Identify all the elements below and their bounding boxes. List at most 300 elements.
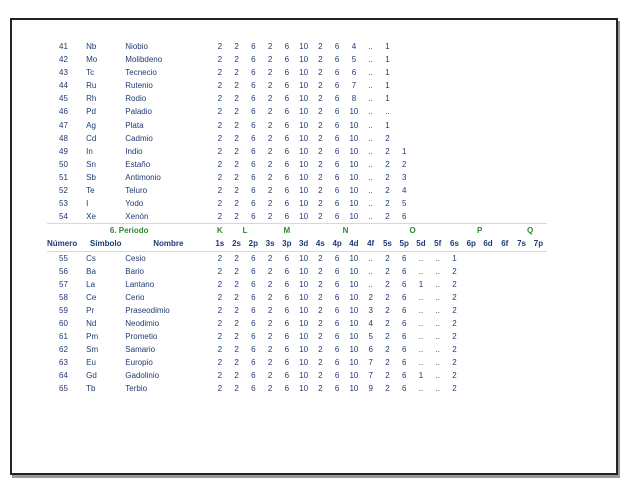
orbital-count: 2 bbox=[267, 81, 273, 91]
orbital-count: 6 bbox=[334, 68, 340, 78]
orbital-empty bbox=[513, 343, 530, 356]
orbital-count: 1 bbox=[401, 146, 407, 156]
orbital-count: 6 bbox=[334, 332, 340, 342]
orbital-count: .. bbox=[435, 266, 440, 276]
orbital-count: .. bbox=[368, 212, 373, 222]
orbital-empty bbox=[530, 343, 547, 356]
orbital-count: 10 bbox=[349, 120, 359, 130]
orbital-count: 2 bbox=[234, 133, 239, 143]
orbital-count: 2 bbox=[217, 42, 223, 51]
orbital-empty bbox=[513, 369, 530, 382]
orbital-count: 2 bbox=[267, 305, 273, 315]
orbital-empty bbox=[429, 79, 446, 92]
orbital-count: 6 bbox=[334, 55, 340, 65]
element-number: 62 bbox=[59, 345, 68, 355]
orbital-count: 2 bbox=[318, 146, 323, 156]
orbital-empty bbox=[480, 278, 497, 291]
orbital-count: 6 bbox=[284, 146, 290, 156]
orbital-count: .. bbox=[418, 345, 424, 355]
orbital-count: 2 bbox=[318, 172, 323, 182]
orbital-count: 6 bbox=[251, 172, 256, 182]
orbital-count: 6 bbox=[284, 332, 290, 342]
orbital-empty bbox=[496, 119, 513, 132]
orbital-count: 2 bbox=[217, 345, 223, 355]
orbital-empty bbox=[496, 105, 513, 118]
element-symbol: Sb bbox=[86, 172, 96, 182]
orbital-empty bbox=[413, 132, 430, 145]
orbital-count: 2 bbox=[217, 159, 223, 169]
orbital-count: .. bbox=[418, 358, 424, 368]
orbital-count: 10 bbox=[299, 146, 309, 156]
orbital-empty bbox=[413, 40, 430, 53]
orbital-empty bbox=[463, 119, 480, 132]
orbital-empty bbox=[530, 105, 547, 118]
orbital-count: 6 bbox=[368, 345, 373, 355]
orbital-count: 10 bbox=[349, 133, 359, 143]
orbital-count: 2 bbox=[385, 266, 390, 276]
orbital-empty bbox=[513, 171, 530, 184]
orbital-count: 2 bbox=[267, 318, 273, 328]
orbital-empty bbox=[513, 145, 530, 158]
orbital-count: 2 bbox=[267, 279, 273, 289]
orbital-empty bbox=[446, 92, 463, 105]
orbital-empty bbox=[480, 291, 497, 304]
orbital-empty bbox=[513, 40, 530, 53]
element-name: Neodimio bbox=[125, 318, 160, 328]
orbital-count: 2 bbox=[452, 358, 457, 368]
orbital-count: 1 bbox=[385, 81, 390, 91]
orbital-empty bbox=[513, 197, 530, 210]
orbital-count: 2 bbox=[234, 146, 239, 156]
orbital-count: 2 bbox=[318, 358, 323, 368]
orbital-count: 6 bbox=[251, 305, 256, 315]
orbital-empty bbox=[480, 382, 497, 395]
orbital-empty bbox=[413, 105, 430, 118]
orbital-empty bbox=[480, 330, 497, 343]
element-number: 48 bbox=[59, 133, 68, 143]
orbital-count: 2 bbox=[385, 172, 390, 182]
orbital-count: 6 bbox=[251, 186, 256, 196]
orbital-count: 6 bbox=[284, 120, 290, 130]
orbital-count: 2 bbox=[234, 159, 239, 169]
orbital-empty bbox=[446, 197, 463, 210]
element-name: Praseodimio bbox=[125, 305, 170, 315]
electron-configuration-table bbox=[47, 40, 547, 396]
shell-o: O bbox=[379, 224, 446, 238]
orbital-count: 2 bbox=[452, 305, 457, 315]
orbital-count: .. bbox=[368, 120, 373, 130]
element-name: Xenón bbox=[125, 212, 149, 222]
orbital-empty bbox=[480, 184, 497, 197]
orbital-empty bbox=[396, 40, 413, 53]
orbital-count: 10 bbox=[299, 358, 309, 368]
element-number: 50 bbox=[59, 159, 68, 169]
element-symbol: Xe bbox=[86, 212, 96, 222]
element-symbol: Sm bbox=[86, 345, 99, 355]
orbital-count: 10 bbox=[299, 266, 309, 276]
orbital-count: .. bbox=[435, 279, 440, 289]
element-name: Terbio bbox=[125, 384, 148, 394]
column-header: 4p bbox=[329, 237, 346, 251]
element-name: Cadmio bbox=[125, 133, 153, 143]
orbital-count: 7 bbox=[351, 81, 357, 91]
orbital-count: 4 bbox=[351, 42, 357, 51]
orbital-empty bbox=[496, 317, 513, 330]
table-row bbox=[47, 291, 547, 304]
orbital-count: 2 bbox=[452, 371, 457, 381]
orbital-empty bbox=[530, 92, 547, 105]
orbital-count: 10 bbox=[349, 253, 359, 263]
orbital-empty bbox=[480, 210, 497, 224]
orbital-count: 2 bbox=[217, 318, 223, 328]
orbital-count: 2 bbox=[267, 345, 273, 355]
column-header: 3d bbox=[295, 237, 312, 251]
orbital-count: 2 bbox=[267, 186, 273, 196]
orbital-count: 10 bbox=[349, 305, 359, 315]
orbital-count: 1 bbox=[385, 120, 390, 130]
table-row bbox=[47, 265, 547, 278]
orbital-count: .. bbox=[368, 68, 373, 78]
table-row bbox=[47, 278, 547, 291]
orbital-empty bbox=[513, 119, 530, 132]
table-row bbox=[47, 343, 547, 356]
orbital-empty bbox=[429, 105, 446, 118]
orbital-empty bbox=[446, 132, 463, 145]
table-row bbox=[47, 79, 547, 92]
orbital-count: 2 bbox=[267, 146, 273, 156]
orbital-count: .. bbox=[368, 186, 373, 196]
orbital-count: 6 bbox=[284, 159, 290, 169]
orbital-empty bbox=[480, 40, 497, 53]
column-header: 2p bbox=[245, 237, 262, 251]
column-header: 6f bbox=[496, 237, 513, 251]
orbital-count: 2 bbox=[318, 199, 323, 209]
orbital-count: 6 bbox=[401, 212, 407, 222]
column-header: 6p bbox=[463, 237, 480, 251]
orbital-empty bbox=[480, 304, 497, 317]
orbital-count: .. bbox=[435, 318, 440, 328]
orbital-count: 2 bbox=[217, 146, 223, 156]
orbital-count: .. bbox=[385, 107, 390, 117]
orbital-empty bbox=[463, 184, 480, 197]
orbital-count: 2 bbox=[217, 384, 223, 394]
orbital-empty bbox=[429, 171, 446, 184]
orbital-empty bbox=[396, 66, 413, 79]
orbital-empty bbox=[413, 92, 430, 105]
table-row bbox=[47, 92, 547, 105]
element-name: Indio bbox=[125, 146, 143, 156]
orbital-empty bbox=[530, 265, 547, 278]
orbital-count: 10 bbox=[299, 345, 309, 355]
orbital-empty bbox=[530, 119, 547, 132]
orbital-empty bbox=[446, 210, 463, 224]
orbital-empty bbox=[429, 184, 446, 197]
table-row bbox=[47, 210, 547, 224]
orbital-empty bbox=[429, 40, 446, 53]
orbital-count: 6 bbox=[251, 358, 256, 368]
orbital-empty bbox=[496, 265, 513, 278]
orbital-empty bbox=[530, 210, 547, 224]
orbital-count: 10 bbox=[299, 186, 309, 196]
orbital-empty bbox=[530, 356, 547, 369]
orbital-count: 10 bbox=[349, 107, 359, 117]
orbital-count: 2 bbox=[234, 266, 239, 276]
orbital-count: 2 bbox=[452, 292, 457, 302]
orbital-empty bbox=[463, 53, 480, 66]
element-name: Prometio bbox=[125, 332, 158, 342]
column-header: 3p bbox=[278, 237, 295, 251]
orbital-count: 2 bbox=[234, 186, 239, 196]
orbital-count: 2 bbox=[217, 371, 223, 381]
table-row bbox=[47, 40, 547, 53]
element-symbol: Nd bbox=[86, 318, 97, 328]
element-name: Antimonio bbox=[125, 172, 161, 182]
element-name: Rutenio bbox=[125, 81, 153, 91]
orbital-count: .. bbox=[368, 133, 373, 143]
orbital-count: 10 bbox=[299, 159, 309, 169]
orbital-count: 2 bbox=[217, 55, 223, 65]
element-symbol: La bbox=[86, 279, 96, 289]
orbital-count: 2 bbox=[385, 358, 390, 368]
element-symbol: In bbox=[86, 146, 93, 156]
orbital-count: 2 bbox=[217, 186, 223, 196]
orbital-count: 6 bbox=[284, 345, 290, 355]
orbital-count: 2 bbox=[452, 384, 457, 394]
orbital-count: 2 bbox=[452, 332, 457, 342]
orbital-count: 2 bbox=[234, 42, 239, 51]
orbital-empty bbox=[480, 369, 497, 382]
orbital-count: 5 bbox=[401, 199, 407, 209]
orbital-count: .. bbox=[368, 107, 373, 117]
orbital-count: .. bbox=[368, 42, 373, 51]
orbital-count: .. bbox=[368, 94, 373, 104]
orbital-count: 2 bbox=[234, 107, 239, 117]
orbital-count: 7 bbox=[368, 358, 373, 368]
orbital-count: 2 bbox=[385, 371, 390, 381]
orbital-empty bbox=[530, 304, 547, 317]
orbital-count: 1 bbox=[418, 371, 424, 381]
orbital-count: 10 bbox=[349, 292, 359, 302]
orbital-empty bbox=[463, 304, 480, 317]
orbital-count: 2 bbox=[267, 42, 273, 51]
orbital-count: 2 bbox=[217, 266, 223, 276]
orbital-count: 10 bbox=[299, 279, 309, 289]
table-row bbox=[47, 382, 547, 395]
orbital-count: 6 bbox=[251, 345, 256, 355]
orbital-count: 9 bbox=[368, 384, 373, 394]
orbital-empty bbox=[513, 382, 530, 395]
orbital-empty bbox=[480, 317, 497, 330]
orbital-empty bbox=[513, 330, 530, 343]
shell-q: Q bbox=[513, 224, 547, 238]
orbital-count: 2 bbox=[267, 199, 273, 209]
orbital-count: 4 bbox=[401, 186, 407, 196]
orbital-empty bbox=[496, 197, 513, 210]
orbital-count: 2 bbox=[234, 332, 239, 342]
orbital-empty bbox=[463, 40, 480, 53]
orbital-empty bbox=[446, 40, 463, 53]
element-name: Gadolinio bbox=[125, 371, 160, 381]
orbital-count: 2 bbox=[318, 279, 323, 289]
orbital-count: 2 bbox=[234, 345, 239, 355]
element-name: Paladio bbox=[125, 107, 152, 117]
orbital-count: 2 bbox=[385, 253, 390, 263]
orbital-empty bbox=[480, 132, 497, 145]
orbital-empty bbox=[463, 66, 480, 79]
orbital-count: 2 bbox=[385, 212, 390, 222]
orbital-count: .. bbox=[368, 199, 373, 209]
orbital-empty bbox=[496, 291, 513, 304]
column-header: 4f bbox=[362, 237, 379, 251]
orbital-count: .. bbox=[435, 345, 440, 355]
orbital-empty bbox=[496, 304, 513, 317]
orbital-empty bbox=[513, 92, 530, 105]
orbital-count: 2 bbox=[217, 305, 223, 315]
element-symbol: Eu bbox=[86, 358, 96, 368]
orbital-count: 5 bbox=[368, 332, 373, 342]
orbital-count: 6 bbox=[284, 94, 290, 104]
orbital-count: 6 bbox=[251, 159, 256, 169]
orbital-count: 2 bbox=[318, 42, 323, 51]
orbital-empty bbox=[446, 66, 463, 79]
orbital-count: 2 bbox=[318, 159, 323, 169]
orbital-empty bbox=[463, 105, 480, 118]
orbital-count: 2 bbox=[217, 279, 223, 289]
rows-period-5 bbox=[47, 40, 547, 224]
orbital-count: 2 bbox=[217, 94, 223, 104]
orbital-count: 10 bbox=[349, 318, 359, 328]
table-row bbox=[47, 369, 547, 382]
orbital-count: 2 bbox=[234, 384, 239, 394]
orbital-empty bbox=[496, 66, 513, 79]
orbital-count: 2 bbox=[452, 345, 457, 355]
orbital-count: 6 bbox=[284, 358, 290, 368]
orbital-count: 2 bbox=[234, 81, 239, 91]
orbital-count: 2 bbox=[234, 305, 239, 315]
shell-m: M bbox=[262, 224, 312, 238]
orbital-empty bbox=[496, 382, 513, 395]
orbital-count: 2 bbox=[452, 279, 457, 289]
orbital-count: 2 bbox=[267, 107, 273, 117]
element-name: Molibdeno bbox=[125, 55, 163, 65]
orbital-count: 2 bbox=[267, 384, 273, 394]
orbital-count: 6 bbox=[284, 279, 290, 289]
orbital-count: .. bbox=[418, 384, 424, 394]
element-symbol: Tb bbox=[86, 384, 96, 394]
element-name: Cerio bbox=[125, 292, 145, 302]
orbital-count: 10 bbox=[349, 279, 359, 289]
element-name: Teluro bbox=[125, 186, 148, 196]
table-row bbox=[47, 145, 547, 158]
element-number: 53 bbox=[59, 199, 68, 209]
orbital-count: 6 bbox=[334, 253, 340, 263]
orbital-empty bbox=[496, 210, 513, 224]
element-symbol: Gd bbox=[86, 371, 97, 381]
table-row bbox=[47, 171, 547, 184]
orbital-empty bbox=[413, 119, 430, 132]
orbital-empty bbox=[530, 132, 547, 145]
orbital-empty bbox=[413, 158, 430, 171]
orbital-count: 10 bbox=[349, 186, 359, 196]
orbital-empty bbox=[480, 356, 497, 369]
orbital-count: 10 bbox=[299, 81, 309, 91]
table-row bbox=[47, 251, 547, 265]
orbital-count: 6 bbox=[401, 345, 407, 355]
rows-period-6 bbox=[47, 251, 547, 396]
orbital-count: 10 bbox=[349, 159, 359, 169]
orbital-empty bbox=[530, 158, 547, 171]
element-name: Estaño bbox=[125, 159, 151, 169]
orbital-count: 2 bbox=[318, 345, 323, 355]
element-symbol: Ce bbox=[86, 292, 97, 302]
orbital-count: 2 bbox=[318, 186, 323, 196]
orbital-count: 6 bbox=[251, 94, 256, 104]
element-symbol: Rh bbox=[86, 94, 97, 104]
orbital-count: .. bbox=[368, 266, 373, 276]
orbital-empty bbox=[463, 158, 480, 171]
orbital-empty bbox=[496, 171, 513, 184]
element-name: Europio bbox=[125, 358, 153, 368]
orbital-count: 2 bbox=[234, 120, 239, 130]
orbital-empty bbox=[429, 145, 446, 158]
orbital-count: 2 bbox=[368, 292, 373, 302]
orbital-count: 2 bbox=[385, 332, 390, 342]
orbital-empty bbox=[513, 291, 530, 304]
orbital-count: .. bbox=[435, 384, 440, 394]
element-symbol: Ba bbox=[86, 266, 96, 276]
orbital-count: 6 bbox=[251, 133, 256, 143]
orbital-empty bbox=[513, 210, 530, 224]
orbital-empty bbox=[513, 79, 530, 92]
orbital-empty bbox=[513, 278, 530, 291]
orbital-count: 2 bbox=[385, 146, 390, 156]
orbital-count: 2 bbox=[401, 159, 407, 169]
orbital-empty bbox=[413, 66, 430, 79]
orbital-empty bbox=[480, 171, 497, 184]
orbital-count: 2 bbox=[318, 94, 323, 104]
orbital-empty bbox=[530, 369, 547, 382]
column-header: 7p bbox=[530, 237, 547, 251]
orbital-count: 6 bbox=[334, 266, 340, 276]
orbital-empty bbox=[429, 210, 446, 224]
element-name: Plata bbox=[125, 120, 144, 130]
orbital-count: 2 bbox=[385, 133, 390, 143]
table-row bbox=[47, 105, 547, 118]
orbital-count: 2 bbox=[318, 292, 323, 302]
column-header: 7s bbox=[513, 237, 530, 251]
orbital-count: 2 bbox=[452, 266, 457, 276]
orbital-count: 2 bbox=[385, 159, 390, 169]
orbital-count: .. bbox=[435, 253, 440, 263]
orbital-count: 2 bbox=[267, 332, 273, 342]
orbital-count: 6 bbox=[251, 120, 256, 130]
element-number: 58 bbox=[59, 292, 68, 302]
orbital-empty bbox=[480, 105, 497, 118]
orbital-count: 10 bbox=[299, 253, 309, 263]
orbital-count: 10 bbox=[349, 199, 359, 209]
orbital-empty bbox=[429, 92, 446, 105]
orbital-count: 2 bbox=[452, 318, 457, 328]
table-row bbox=[47, 66, 547, 79]
orbital-count: 10 bbox=[349, 212, 359, 222]
orbital-count: 6 bbox=[401, 358, 407, 368]
orbital-count: 2 bbox=[267, 371, 273, 381]
orbital-count: 6 bbox=[251, 253, 256, 263]
table-row bbox=[47, 317, 547, 330]
shell-p: P bbox=[446, 224, 513, 238]
orbital-empty bbox=[480, 343, 497, 356]
orbital-empty bbox=[463, 382, 480, 395]
